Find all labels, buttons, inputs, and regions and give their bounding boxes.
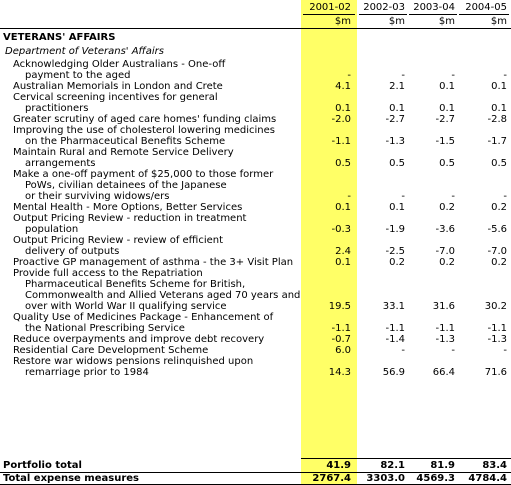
measure-value-3: -1.5 xyxy=(435,136,455,147)
unit-header-1: $m xyxy=(334,16,351,27)
total-expense-value-1: 2767.4 xyxy=(312,473,351,484)
measure-value-3: 0.2 xyxy=(439,257,455,268)
measure-label-line: Maintain Rural and Remote Service Delivery xyxy=(13,147,234,158)
portfolio-total-value-2: 82.1 xyxy=(380,460,405,471)
measure-label-line: population xyxy=(25,224,79,235)
measure-label-line: practitioners xyxy=(25,103,89,114)
measure-value-1: 0.1 xyxy=(335,103,351,114)
total-expense-label: Total expense measures xyxy=(3,473,139,484)
measure-value-4: - xyxy=(503,70,507,81)
measure-value-1: 14.3 xyxy=(328,367,351,378)
portfolio-total-label: Portfolio total xyxy=(3,460,82,471)
measure-value-3: - xyxy=(451,191,455,202)
department-name: Department of Veterans' Affairs xyxy=(5,46,164,57)
measure-label-line: Provide full access to the Repatriation xyxy=(13,268,203,279)
measure-label-line: Acknowledging Older Australians - One-off xyxy=(13,59,226,70)
measure-value-4: - xyxy=(503,191,507,202)
measure-label-line: payment to the aged xyxy=(25,70,131,81)
measure-value-2: -2.7 xyxy=(385,114,405,125)
measure-value-4: 0.1 xyxy=(491,103,507,114)
measure-value-3: - xyxy=(451,345,455,356)
measure-value-2: 0.1 xyxy=(389,202,405,213)
measure-label-line: over with World War II qualifying service xyxy=(25,301,227,312)
measure-value-3: 0.1 xyxy=(439,81,455,92)
measure-label-line: Residential Care Development Scheme xyxy=(13,345,209,356)
header-underline-3 xyxy=(409,14,457,15)
measure-value-1: -0.3 xyxy=(331,224,351,235)
measure-label-line: Commonwealth and Allied Veterans aged 70 years and xyxy=(25,290,301,301)
measure-value-2: -1.9 xyxy=(385,224,405,235)
measure-value-4: -2.8 xyxy=(487,114,507,125)
measure-value-2: 33.1 xyxy=(382,301,405,312)
measure-label-line: Improving the use of cholesterol lowering medicines xyxy=(13,125,276,136)
measure-value-2: 0.5 xyxy=(389,158,405,169)
measure-value-4: 0.2 xyxy=(491,202,507,213)
measure-value-1: 0.5 xyxy=(335,158,351,169)
year-header-1: 2001-02 xyxy=(309,2,351,13)
total-expense-value-2: 3303.0 xyxy=(366,473,405,484)
measure-label-line: on the Pharmaceutical Benefits Scheme xyxy=(25,136,226,147)
measure-value-4: - xyxy=(503,345,507,356)
header-underline-2 xyxy=(359,14,407,15)
measure-label-line: arrangements xyxy=(25,158,96,169)
year-header-3: 2003-04 xyxy=(413,2,455,13)
total-expense-value-3: 4569.3 xyxy=(416,473,455,484)
measure-value-2: 0.2 xyxy=(389,257,405,268)
measure-value-3: - xyxy=(451,70,455,81)
measure-value-1: - xyxy=(347,191,351,202)
measure-value-2: - xyxy=(401,191,405,202)
measure-value-1: 0.1 xyxy=(335,202,351,213)
measure-value-2: -2.5 xyxy=(385,246,405,257)
measure-value-3: 66.4 xyxy=(432,367,455,378)
portfolio-total-value-3: 81.9 xyxy=(430,460,455,471)
measure-value-4: -5.6 xyxy=(487,224,507,235)
measure-value-3: 0.1 xyxy=(439,103,455,114)
unit-header-4: $m xyxy=(490,16,507,27)
measure-value-3: -1.1 xyxy=(435,323,455,334)
measure-value-4: 0.5 xyxy=(491,158,507,169)
measure-label-line: Output Pricing Review - reduction in treatment xyxy=(13,213,247,224)
measure-value-3: 0.2 xyxy=(439,202,455,213)
measure-value-2: - xyxy=(401,345,405,356)
measure-value-2: -1.1 xyxy=(385,323,405,334)
unit-header-3: $m xyxy=(438,16,455,27)
measure-value-2: 0.1 xyxy=(389,103,405,114)
measure-label-line: Make a one-off payment of $25,000 to those former xyxy=(13,169,274,180)
measure-value-4: 71.6 xyxy=(484,367,507,378)
measure-value-1: 6.0 xyxy=(335,345,351,356)
measure-label-line: PoWs, civilian detainees of the Japanese xyxy=(25,180,227,191)
measure-value-4: 0.1 xyxy=(491,81,507,92)
year-header-4: 2004-05 xyxy=(465,2,507,13)
header-underline-4 xyxy=(459,14,509,15)
measure-label-line: Reduce overpayments and improve debt recovery xyxy=(13,334,265,345)
measure-value-1: -1.1 xyxy=(331,323,351,334)
measure-label-line: Mental Health - More Options, Better Services xyxy=(13,202,243,213)
measure-value-2: 2.1 xyxy=(389,81,405,92)
measure-value-4: 30.2 xyxy=(484,301,507,312)
measure-value-1: -1.1 xyxy=(331,136,351,147)
measure-value-4: -1.1 xyxy=(487,323,507,334)
measure-value-1: -2.0 xyxy=(331,114,351,125)
measure-value-1: 2.4 xyxy=(335,246,351,257)
measure-value-4: 0.2 xyxy=(491,257,507,268)
measure-value-4: -1.7 xyxy=(487,136,507,147)
measure-value-3: -3.6 xyxy=(435,224,455,235)
unit-header-2: $m xyxy=(388,16,405,27)
measure-value-1: 19.5 xyxy=(328,301,351,312)
header-bottom-rule xyxy=(0,28,511,29)
measure-value-3: -1.3 xyxy=(435,334,455,345)
total-expense-value-4: 4784.4 xyxy=(468,473,507,484)
year-header-2: 2002-03 xyxy=(363,2,405,13)
measure-value-2: -1.3 xyxy=(385,136,405,147)
portfolio-total-value-1: 41.9 xyxy=(326,460,351,471)
measure-label-line: Cervical screening incentives for general xyxy=(13,92,218,103)
portfolio-total-rule xyxy=(301,458,511,459)
measure-value-2: -1.4 xyxy=(385,334,405,345)
measure-label-line: Quality Use of Medicines Package - Enhancement of xyxy=(13,312,274,323)
measure-value-1: -0.7 xyxy=(331,334,351,345)
measure-value-2: 56.9 xyxy=(382,367,405,378)
portfolio-total-value-4: 83.4 xyxy=(482,460,507,471)
measure-label-line: Pharmaceutical Benefits Scheme for British, xyxy=(25,279,246,290)
measure-value-1: 4.1 xyxy=(335,81,351,92)
measure-label-line: Australian Memorials in London and Crete xyxy=(13,81,223,92)
measure-label-line: Proactive GP management of asthma - the 3+ Visit Plan xyxy=(13,257,294,268)
measure-label-line: delivery of outputs xyxy=(25,246,120,257)
header-underline-1 xyxy=(303,14,355,15)
measure-value-4: -1.3 xyxy=(487,334,507,345)
measure-value-1: 0.1 xyxy=(335,257,351,268)
measure-label-line: remarriage prior to 1984 xyxy=(25,367,149,378)
table-header xyxy=(0,0,511,30)
measure-value-2: - xyxy=(401,70,405,81)
section-title: VETERANS' AFFAIRS xyxy=(3,32,116,43)
measure-label-line: Greater scrutiny of aged care homes' funding claims xyxy=(13,114,277,125)
measure-value-3: 0.5 xyxy=(439,158,455,169)
measure-value-3: 31.6 xyxy=(432,301,455,312)
measure-label-line: Output Pricing Review - review of efficient xyxy=(13,235,224,246)
measure-label-line: Restore war widows pensions relinquished upon xyxy=(13,356,254,367)
measure-value-4: -7.0 xyxy=(487,246,507,257)
measure-label-line: or their surviving widows/ers xyxy=(25,191,170,202)
measure-value-3: -2.7 xyxy=(435,114,455,125)
measure-label-line: the National Prescribing Service xyxy=(25,323,185,334)
measure-value-3: -7.0 xyxy=(435,246,455,257)
measure-value-1: - xyxy=(347,70,351,81)
